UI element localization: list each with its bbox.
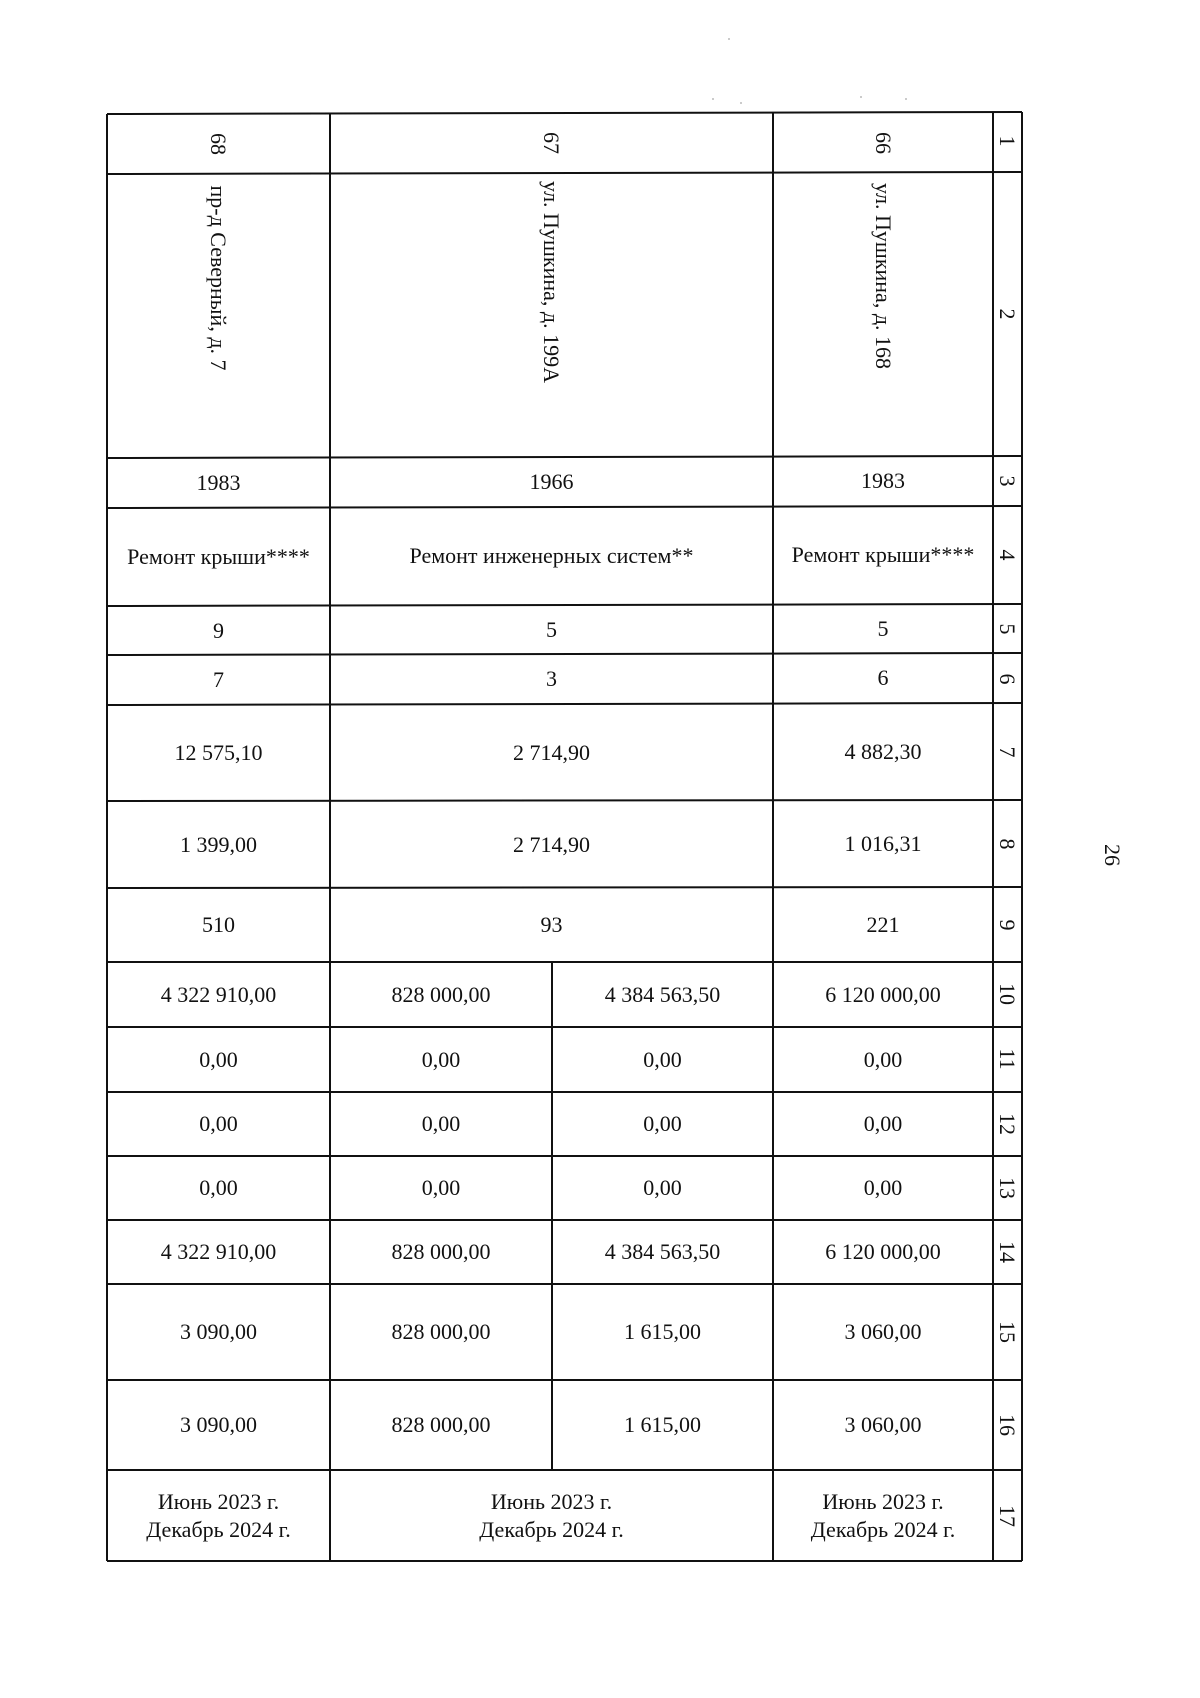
col8-value: 2 714,90 bbox=[513, 831, 590, 857]
col12-value-sub-b: 0,00 bbox=[421, 1111, 461, 1136]
period-end: Декабрь 2024 г. bbox=[146, 1516, 291, 1542]
col16-value: 3 090,00 bbox=[180, 1412, 257, 1437]
col8-value: 1 399,00 bbox=[180, 831, 257, 857]
col7-value: 2 714,90 bbox=[513, 739, 590, 765]
column-number: 14 bbox=[995, 1241, 1020, 1263]
col14-value: 4 322 910,00 bbox=[160, 1239, 277, 1264]
column-number: 3 bbox=[995, 475, 1020, 487]
column-number: 13 bbox=[995, 1177, 1020, 1199]
col14-value-sub-a: 4 384 563,50 bbox=[604, 1239, 721, 1264]
address: пр-д Северный, д. 7 bbox=[206, 185, 231, 371]
period-start: Июнь 2023 г. bbox=[157, 1488, 280, 1514]
column-number: 17 bbox=[995, 1505, 1020, 1527]
address: ул. Пушкина, д. 199А bbox=[539, 181, 564, 383]
period-cell bbox=[107, 1470, 330, 1561]
scan-speck bbox=[860, 96, 862, 98]
col7-value: 12 575,10 bbox=[174, 740, 263, 765]
column-number: 2 bbox=[995, 308, 1020, 320]
address: ул. Пушкина, д. 168 bbox=[871, 182, 896, 370]
period-start: Июнь 2023 г. bbox=[490, 1488, 613, 1514]
period-cell bbox=[330, 1470, 773, 1561]
col16-value-sub-a: 1 615,00 bbox=[624, 1412, 701, 1437]
column-number: 5 bbox=[995, 623, 1020, 635]
column-number: 10 bbox=[995, 983, 1020, 1005]
year-built: 1983 bbox=[196, 470, 241, 495]
column-number: 1 bbox=[995, 135, 1020, 147]
column-number: 7 bbox=[995, 746, 1020, 758]
col5-value: 9 bbox=[213, 617, 224, 643]
col9-value: 221 bbox=[866, 911, 900, 937]
col7-value: 4 882,30 bbox=[844, 738, 922, 764]
col16-value-sub-b: 828 000,00 bbox=[391, 1412, 491, 1437]
scan-speck bbox=[728, 38, 730, 40]
col10-value-sub-a: 4 384 563,50 bbox=[604, 981, 721, 1007]
page-number: 26 bbox=[1100, 844, 1125, 866]
row-number: 67 bbox=[539, 132, 564, 154]
col6-value: 7 bbox=[213, 667, 224, 692]
column-number: 15 bbox=[995, 1321, 1020, 1343]
scan-speck bbox=[712, 98, 714, 100]
col11-value-sub-a: 0,00 bbox=[643, 1046, 682, 1072]
column-number: 6 bbox=[995, 673, 1020, 685]
col12-value: 0,00 bbox=[199, 1111, 238, 1136]
year-built: 1966 bbox=[529, 469, 574, 494]
col14-value: 6 120 000,00 bbox=[825, 1239, 941, 1264]
col9-value: 93 bbox=[540, 912, 563, 937]
period-start: Июнь 2023 г. bbox=[822, 1488, 944, 1514]
col9-value: 510 bbox=[202, 912, 235, 937]
col14-value-sub-b: 828 000,00 bbox=[391, 1239, 491, 1264]
col11-value-sub-b: 0,00 bbox=[421, 1046, 461, 1072]
work-type: Ремонт крыши**** bbox=[791, 542, 975, 567]
row-number: 68 bbox=[206, 133, 231, 155]
col15-value-sub-b: 828 000,00 bbox=[391, 1319, 491, 1344]
period-end: Декабрь 2024 г. bbox=[479, 1516, 624, 1542]
scan-speck bbox=[740, 102, 742, 104]
col10-value-sub-b: 828 000,00 bbox=[391, 981, 491, 1007]
column-number: 8 bbox=[995, 838, 1020, 850]
period-cell bbox=[773, 1470, 993, 1561]
col5-value: 5 bbox=[877, 615, 889, 641]
column-number: 16 bbox=[995, 1414, 1020, 1436]
year-built: 1983 bbox=[861, 468, 905, 493]
col8-value: 1 016,31 bbox=[844, 830, 922, 856]
column-number: 11 bbox=[995, 1048, 1020, 1070]
row-number: 66 bbox=[871, 132, 896, 154]
work-type: Ремонт крыши**** bbox=[127, 544, 310, 569]
scan-speck bbox=[905, 98, 907, 100]
col11-value: 0,00 bbox=[863, 1046, 903, 1072]
col10-value: 4 322 910,00 bbox=[160, 981, 277, 1007]
col15-value-sub-a: 1 615,00 bbox=[624, 1319, 701, 1344]
col11-value: 0,00 bbox=[199, 1046, 238, 1072]
col15-value: 3 090,00 bbox=[180, 1319, 257, 1344]
col13-value-sub-b: 0,00 bbox=[421, 1175, 461, 1200]
col13-value: 0,00 bbox=[199, 1175, 238, 1200]
col10-value: 6 120 000,00 bbox=[825, 981, 941, 1007]
col16-value: 3 060,00 bbox=[844, 1412, 922, 1437]
period-end: Декабрь 2024 г. bbox=[810, 1516, 956, 1542]
col12-value-sub-a: 0,00 bbox=[643, 1111, 682, 1136]
col12-value: 0,00 bbox=[863, 1111, 903, 1136]
column-number: 12 bbox=[995, 1113, 1020, 1135]
col6-value: 6 bbox=[877, 665, 889, 690]
col15-value: 3 060,00 bbox=[844, 1319, 922, 1344]
column-number: 9 bbox=[995, 919, 1020, 931]
col13-value: 0,00 bbox=[863, 1175, 903, 1200]
col6-value: 3 bbox=[546, 666, 557, 691]
work-type: Ремонт инженерных систем** bbox=[409, 543, 694, 568]
column-number: 4 bbox=[995, 549, 1020, 561]
col5-value: 5 bbox=[546, 616, 557, 642]
col13-value-sub-a: 0,00 bbox=[643, 1175, 682, 1200]
